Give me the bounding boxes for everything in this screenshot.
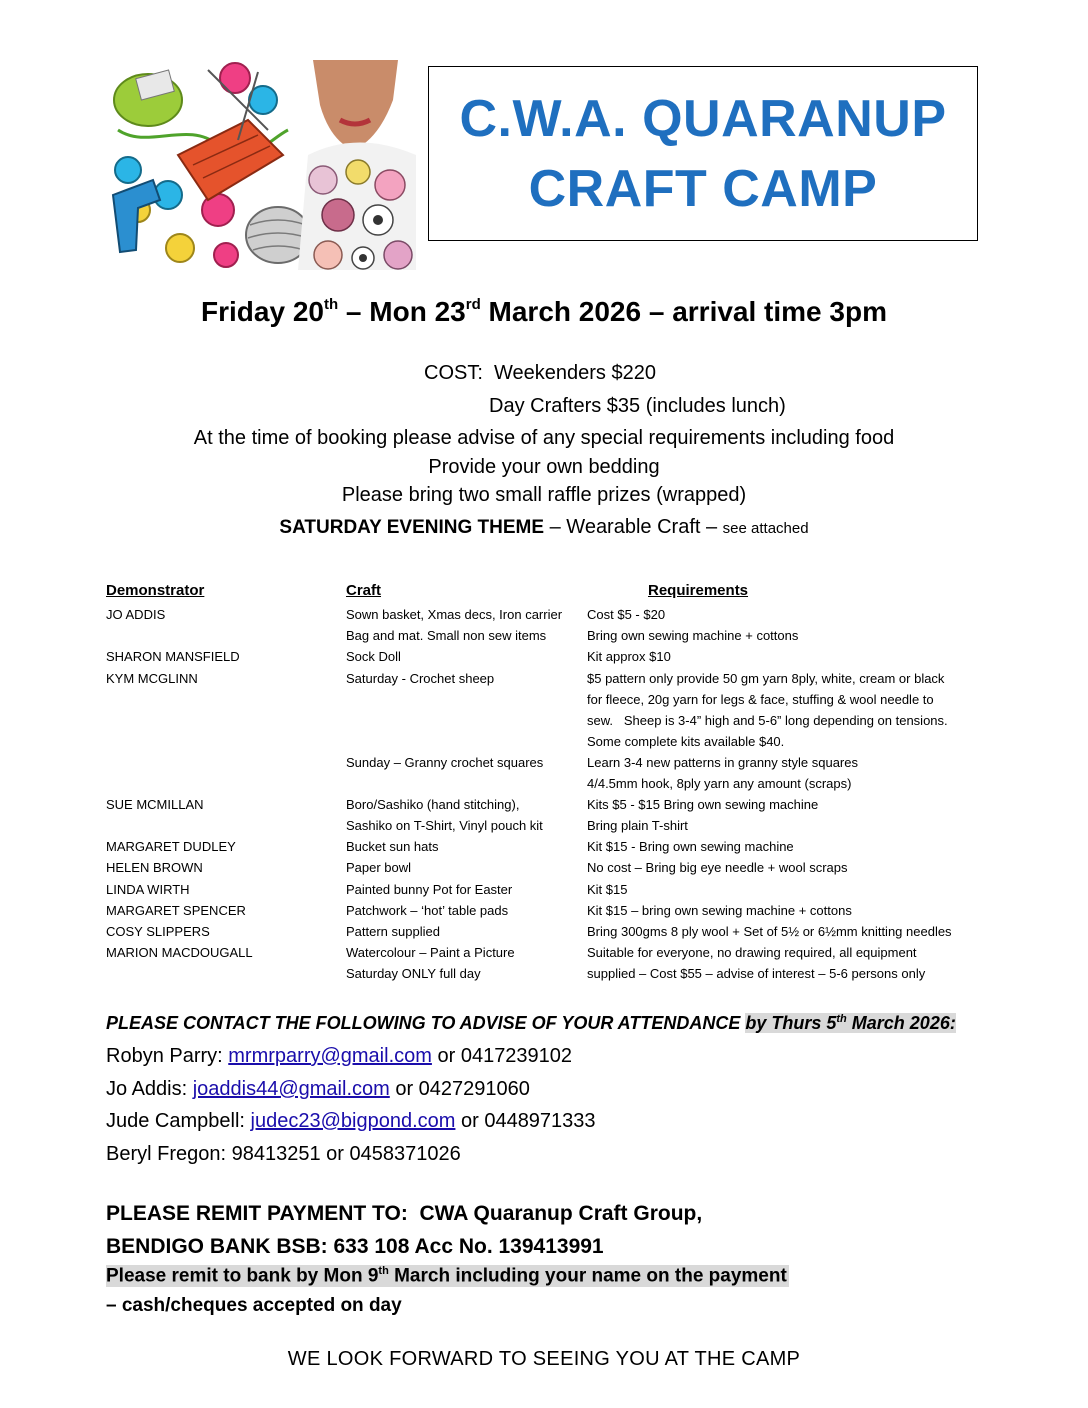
table-row [0, 628, 1088, 649]
table-cell: Bag and mat. Small non sew items [346, 628, 547, 643]
table-cell: Patchwork – ‘hot’ table pads [346, 903, 509, 918]
dates-sup-2: rd [465, 295, 481, 313]
table-cell: sew. Sheep is 3-4” high and 5-6” long depending on tensions. [587, 713, 948, 728]
table-row [0, 839, 1088, 860]
contact-jo-addis: Jo Addis: joaddis44@gmail.com or 0427291060 [106, 1078, 530, 1100]
table-cell: Bring 300gms 8 ply wool + Set of 5½ or 6½mm knitting needles [587, 924, 952, 939]
table-cell: Kit $15 - Bring own sewing machine [587, 839, 794, 854]
header-requirements: Requirements [648, 582, 749, 599]
table-cell: Saturday - Crochet sheep [346, 671, 495, 686]
title-line-2: CRAFT CAMP [528, 159, 878, 218]
table-row [0, 818, 1088, 839]
table-row [0, 649, 1088, 670]
table-cell: SHARON MANSFIELD [106, 649, 240, 664]
table-row [0, 671, 1088, 692]
table-cell: $5 pattern only provide 50 gm yarn 8ply, white, cream or black [587, 671, 945, 686]
theme-label: SATURDAY EVENING THEME [279, 517, 545, 538]
table-cell: 4/4.5mm hook, 8ply yarn any amount (scraps) [587, 776, 852, 791]
event-dates [0, 296, 1088, 328]
table-row [0, 755, 1088, 776]
contact-beryl-fregon: Beryl Fregon: 98413251 or 0458371026 [106, 1143, 461, 1165]
note-bedding: Provide your own bedding [428, 456, 660, 478]
contact-jude-campbell: Jude Campbell: judec23@bigpond.com or 0448971333 [106, 1110, 596, 1132]
contact-heading-text: PLEASE CONTACT THE FOLLOWING TO ADVISE OF YOUR ATTENDANCE [106, 1013, 741, 1033]
table-row [0, 882, 1088, 903]
table-cell: Pattern supplied [346, 924, 440, 939]
craft-illustration [108, 60, 416, 270]
note-special-requirements: At the time of booking please advise of any special requirements including food [193, 427, 895, 449]
table-cell: Kit $15 – bring own sewing machine + cottons [587, 903, 852, 918]
contact-deadline: by Thurs 5th March 2026: [745, 1013, 956, 1033]
table-cell: Learn 3-4 new patterns in granny style squares [587, 755, 858, 770]
table-row [0, 692, 1088, 713]
table-row [0, 776, 1088, 797]
email-link-jo[interactable]: joaddis44@gmail.com [192, 1078, 390, 1100]
title-line-1: C.W.A. QUARANUP [459, 89, 947, 148]
email-link-robyn[interactable]: mrmrparry@gmail.com [228, 1045, 432, 1067]
payment-cash-note: – cash/cheques accepted on day [106, 1295, 402, 1316]
payment-line-1: PLEASE REMIT PAYMENT TO: CWA Quaranup Craft Group, [106, 1202, 703, 1225]
cost-weekenders: COST: Weekenders $220 [424, 362, 656, 384]
header-craft: Craft [346, 582, 382, 599]
table-cell: Some complete kits available $40. [587, 734, 785, 749]
contact-heading [106, 1013, 956, 1034]
header-demonstrator: Demonstrator [106, 582, 205, 599]
title-box [428, 66, 978, 241]
table-row [0, 713, 1088, 734]
table-cell: Sashiko on T-Shirt, Vinyl pouch kit [346, 818, 543, 833]
table-cell: Bucket sun hats [346, 839, 439, 854]
table-cell: HELEN BROWN [106, 860, 203, 875]
evening-theme [0, 516, 1088, 539]
contact-robyn-parry: Robyn Parry: mrmrparry@gmail.com or 0417239102 [106, 1045, 573, 1067]
table-row [0, 607, 1088, 628]
table-row [0, 860, 1088, 881]
table-cell: Sunday – Granny crochet squares [346, 755, 544, 770]
table-row [0, 734, 1088, 755]
note-raffle-prizes: Please bring two small raffle prizes (wrapped) [341, 484, 747, 506]
table-row [0, 797, 1088, 818]
table-cell: JO ADDIS [106, 607, 166, 622]
table-cell: Suitable for everyone, no drawing required, all equipment [587, 945, 917, 960]
table-cell: Kit approx $10 [587, 649, 671, 664]
table-cell: MARGARET DUDLEY [106, 839, 236, 854]
table-cell: Boro/Sashiko (hand stitching), [346, 797, 520, 812]
table-row [0, 966, 1088, 987]
dates-part-2: – Mon 23 [338, 296, 466, 327]
table-cell: SUE MCMILLAN [106, 797, 204, 812]
dates-part-1: Friday 20 [201, 296, 324, 327]
table-cell: Saturday ONLY full day [346, 966, 481, 981]
table-cell: Kit $15 [587, 882, 628, 897]
table-cell: Sock Doll [346, 649, 401, 664]
table-cell: supplied – Cost $55 – advise of interest – 5-6 persons only [587, 966, 926, 981]
table-cell: Painted bunny Pot for Easter [346, 882, 513, 897]
payment-deadline: Please remit to bank by Mon 9th March including your name on the payment [106, 1265, 787, 1287]
table-cell: No cost – Bring big eye needle + wool scraps [587, 860, 848, 875]
table-row [0, 924, 1088, 945]
table-cell: MARION MACDOUGALL [106, 945, 253, 960]
table-cell: MARGARET SPENCER [106, 903, 246, 918]
table-row [0, 903, 1088, 924]
table-cell: Paper bowl [346, 860, 412, 875]
table-cell: Kits $5 - $15 Bring own sewing machine [587, 797, 819, 812]
table-cell: Cost $5 - $20 [587, 607, 666, 622]
dates-part-3: March 2026 – arrival time 3pm [480, 296, 887, 327]
table-cell: Bring own sewing machine + cottons [587, 628, 799, 643]
table-cell: Sown basket, Xmas decs, Iron carrier [346, 607, 563, 622]
theme-note: see attached [722, 520, 809, 537]
table-row [0, 945, 1088, 966]
dates-sup-1: th [323, 295, 339, 313]
payment-bank-details: BENDIGO BANK BSB: 633 108 Acc No. 139413991 [106, 1235, 604, 1258]
table-cell: Watercolour – Paint a Picture [346, 945, 515, 960]
table-cell: KYM MCGLINN [106, 671, 198, 686]
theme-value: – Wearable Craft – [544, 516, 723, 538]
email-link-jude[interactable]: judec23@bigpond.com [250, 1110, 456, 1132]
table-cell: for fleece, 20g yarn for legs & face, stuffing & wool needle to [587, 692, 934, 707]
table-cell: COSY SLIPPERS [106, 924, 210, 939]
table-cell: Bring plain T-shirt [587, 818, 688, 833]
table-cell: LINDA WIRTH [106, 882, 190, 897]
cost-day-crafters: Day Crafters $35 (includes lunch) [489, 395, 786, 417]
closing-message: WE LOOK FORWARD TO SEEING YOU AT THE CAMP [287, 1348, 801, 1370]
